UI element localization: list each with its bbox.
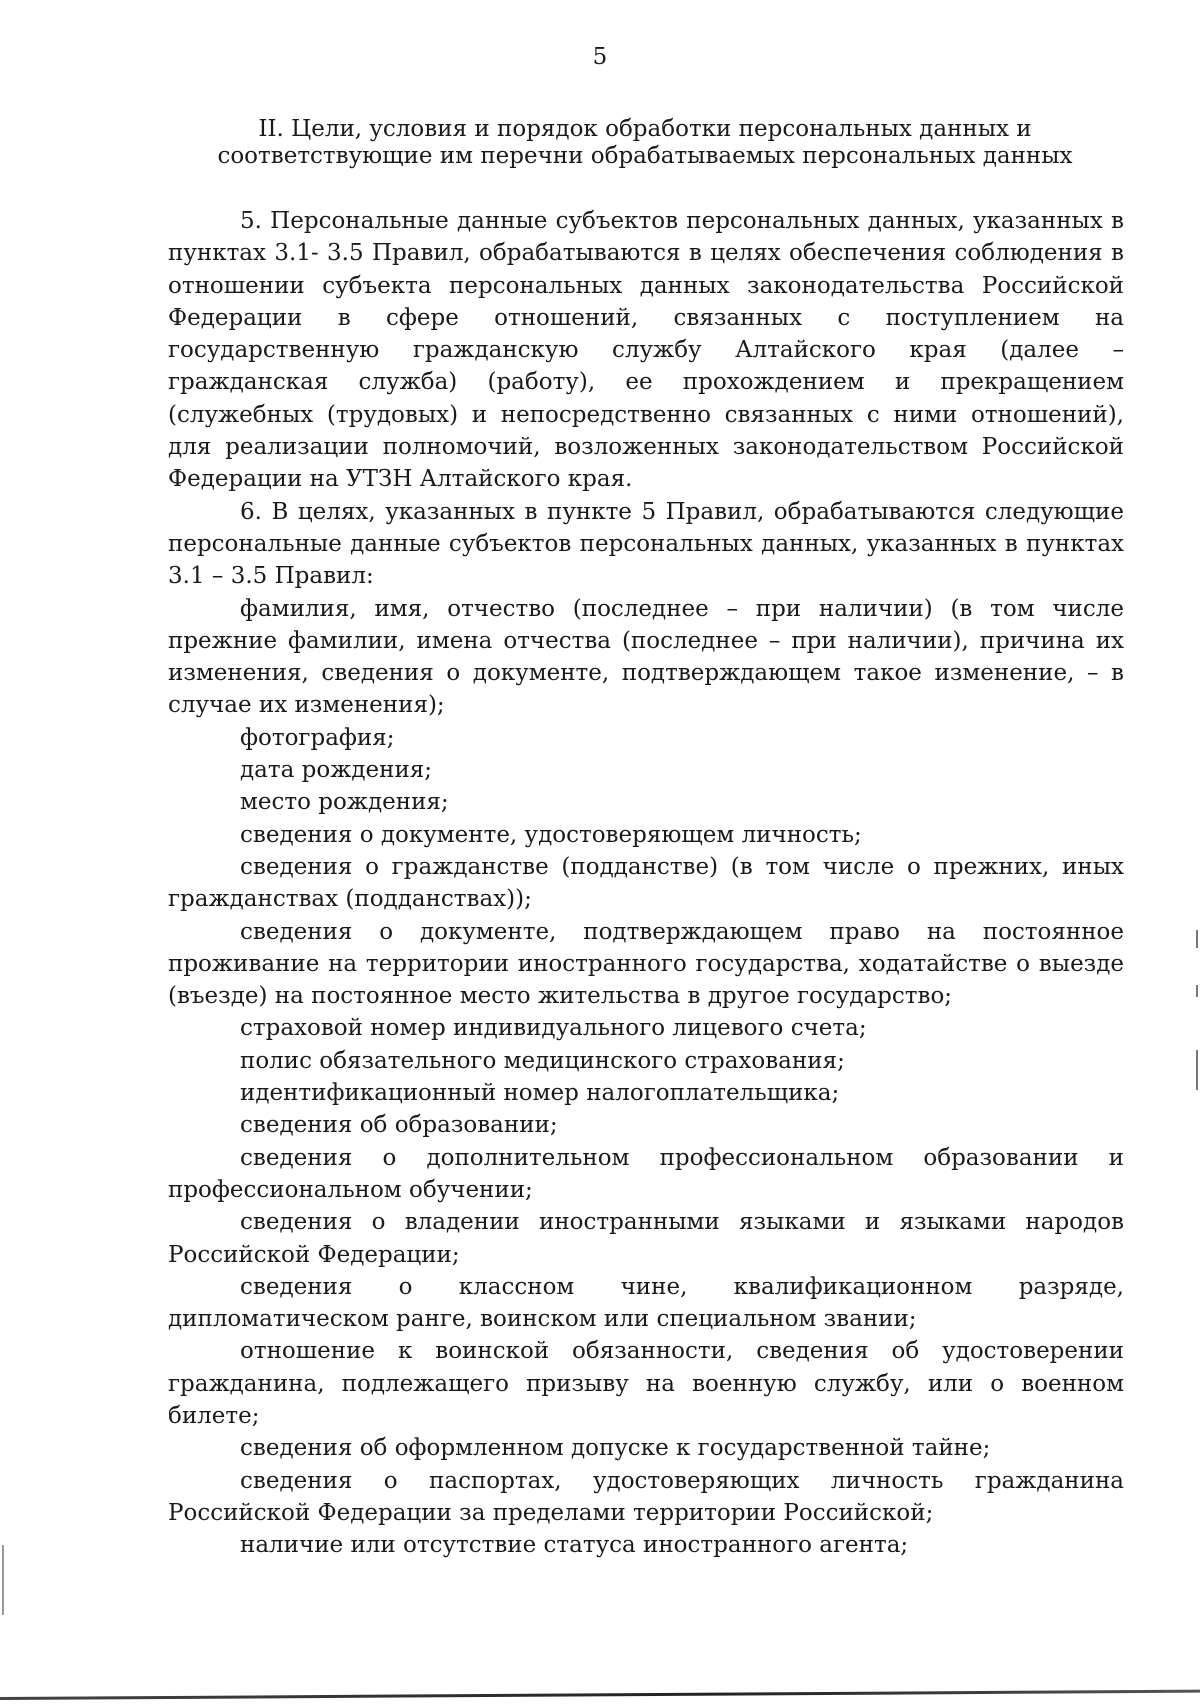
scan-speck — [1196, 1050, 1198, 1090]
list-item: сведения о классном чине, квалификационном разряде, дипломатическом ранге, воинском или специальном звании; — [168, 1273, 1124, 1333]
section-title-line-2: соответствующие им перечни обрабатываемых персональных данных — [217, 143, 1073, 169]
list-item: фамилия, имя, отчество (последнее – при наличии) (в том числе прежние фамилии, имена отчества (последнее – при наличии), причина их изменения, сведения о документе, подтверждающем такое изменение, – в случае их изменения); — [168, 595, 1124, 719]
list-item: место рождения; — [240, 789, 449, 816]
paragraph-purpose: 5. Персональные данные субъектов персональных данных, указанных в пунктах 3.1- 3.5 Правил, обрабатываются в целях обеспечения соблюдения в отношении субъекта персональных данных законодательства Российской Федерации в сфере отношений, связанных с поступлением на государственную гражданскую службу Алтайского края (далее – гражданская служба) (работу), ее прохождением и прекращением (служебных (трудовых) и непосредственно связанных с ними отношений), для реализации полномочий, возложенных законодательством Российской Федерации на УТЗН Алтайского края. — [168, 208, 1124, 493]
list-item: сведения о владении иностранными языками и языками народов Российской Федерации; — [168, 1209, 1124, 1268]
scan-speck — [1196, 930, 1198, 948]
list-item: фотография; — [240, 724, 395, 751]
list-item: дата рождения; — [240, 757, 433, 784]
document-body — [168, 205, 1124, 1561]
list-item: сведения о паспортах, удостоверяющих личность гражданина Российской Федерации за пределами территории Российской; — [168, 1467, 1124, 1526]
list-item: наличие или отсутствие статуса иностранного агента; — [240, 1532, 909, 1559]
list-item: сведения о документе, подтверждающем право на постоянное проживание на территории иностранного государства, ходатайстве о выезде (въезде) на постоянное место жительства в другое государство; — [168, 918, 1124, 1010]
list-item: сведения о дополнительном профессиональном образовании и профессиональном обучении; — [168, 1144, 1124, 1203]
section-title-line-1: II. Цели, условия и порядок обработки персональных данных и — [258, 116, 1032, 142]
list-item: сведения о документе, удостоверяющем личность; — [240, 821, 862, 848]
scan-bottom-edge — [0, 1690, 1200, 1700]
list-item: отношение к воинской обязанности, сведения об удостоверении гражданина, подлежащего призыву на военную службу, или о военном билете; — [168, 1338, 1124, 1429]
list-item: сведения об оформленном допуске к государственной тайне; — [240, 1435, 991, 1462]
list-item: сведения о гражданстве (подданстве) (в том числе о прежних, иных гражданствах (подданствах)); — [168, 853, 1124, 913]
paragraph-data-list-intro: 6. В целях, указанных в пункте 5 Правил, обрабатываются следующие персональные данные субъектов персональных данных, указанных в пунктах 3.1 – 3.5 Правил: — [168, 498, 1124, 590]
list-item: идентификационный номер налогоплательщика; — [240, 1080, 840, 1107]
list-item: страховой номер индивидуального лицевого счета; — [240, 1015, 867, 1042]
section-title — [160, 116, 1130, 170]
scan-speck — [2, 1545, 4, 1615]
page-number: 5 — [592, 44, 608, 70]
scan-speck — [1196, 985, 1198, 997]
list-item: полис обязательного медицинского страхования; — [240, 1047, 845, 1074]
list-item: сведения об образовании; — [240, 1112, 558, 1139]
